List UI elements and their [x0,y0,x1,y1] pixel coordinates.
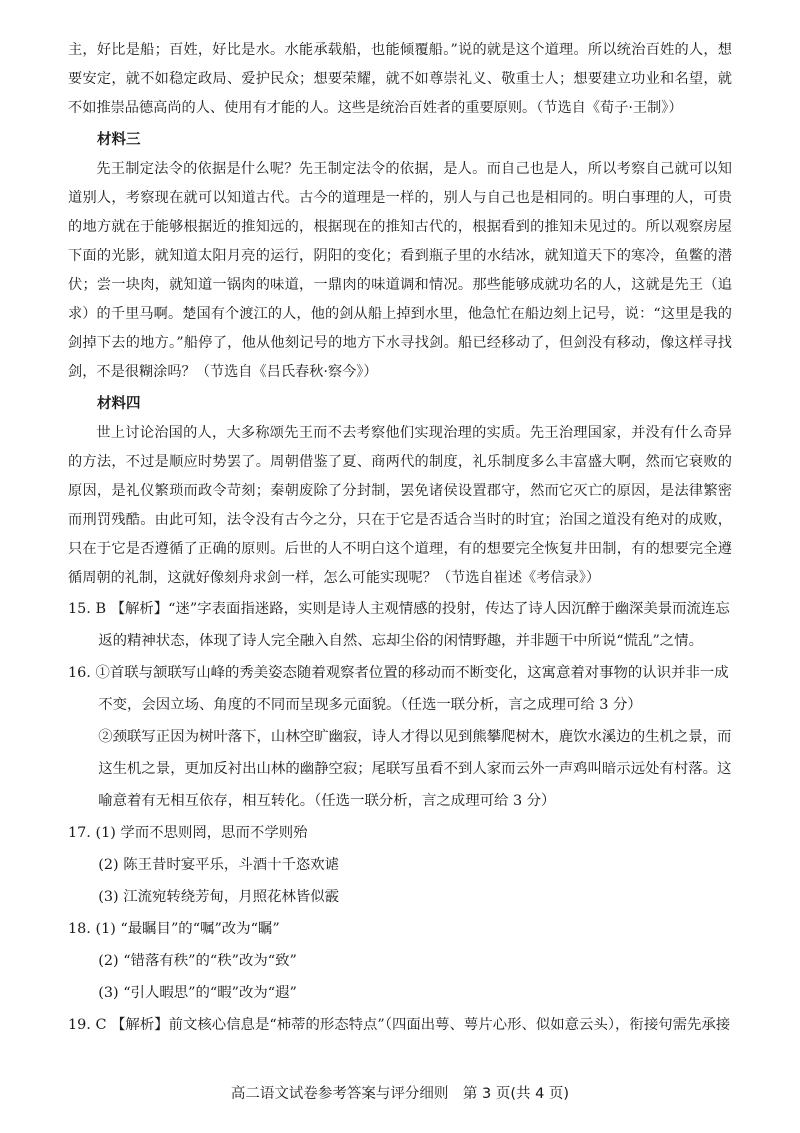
material3-paragraph: 先王制定法令的依据是什么呢？先王制定法令的依据，是人。而自己也是人，所以考察自己就可以知道别人，考察现在就可以知道古代。古今的道理是一样的，别人与自己也是相同的。明白事理的人，可贵的地方就在于能够根据近的推知远的，根据现在的推知古代的，根据看到的推知未见过的。所以观察房屋下面的光影，就知道太阳月亮的运行，阴阳的变化；看到瓶子里的水结冰，就知道天下的寒冷，鱼鳖的潜伏；尝一块肉，就知道一锅肉的味道，一鼎肉的味道调和情况。那些能够成就功名的人，这就是先王（追求）的千里马啊。楚国有个渡江的人，他的剑从船上掉到水里，他急忙在船边刻上记号，说：“这里是我的剑掉下去的地方。”船停了，他从他刻记号的地方下水寻找剑。船已经移动了，但剑没有移动，像这样寻找剑，不是很糊涂吗？（节选自《吕氏春秋·察今》） [68,161,732,380]
answer-q17-line3: (3) 江流宛转绕芳甸，月照花林皆似霰 [98,889,340,905]
answer-q16-part2: ②颈联写正因为树叶落下，山林空旷幽寂，诗人才得以见到熊攀爬树木，鹿饮水溪边的生机之景，而这生机之景，更加反衬出山林的幽静空寂；尾联写虽看不到人家而云外一声鸡叫暗示远处有村落。这喻意着有无相互依存，相互转化。（任选一联分析，言之成理可给 3 分） [98,729,732,809]
answer-q17-line2: (2) 陈王昔时宴平乐，斗酒十千恣欢谑 [98,857,340,873]
material3-heading: 材料三 [97,132,141,148]
answer-q17-line1: 17. (1) 学而不思则罔，思而不学则殆 [68,825,308,841]
material2-paragraph: 主，好比是船；百姓，好比是水。水能承载船，也能倾覆船。”说的就是这个道理。所以统治百姓的人，想要安定，就不如稳定政局、爱护民众；想要荣耀，就不如尊崇礼义、敬重士人；想要建立功业和名望，就不如推崇品德高尚的人、使用有才能的人。这些是统治百姓者的重要原则。（节选自《荀子·王制》） [68,42,732,116]
answer-q19: 19. C 【解析】前文核心信息是“柿蒂的形态特点”（四面出萼、萼片心形、似如意云头），衔接句需先承接 [68,1017,731,1033]
answer-q18-line2: (2) “错落有秩”的“秩”改为“致” [98,953,297,969]
document-body [68,36,732,1041]
answer-q18-line3: (3) “引人暇思”的“暇”改为“遐” [98,985,297,1001]
material4-paragraph: 世上讨论治国的人，大多称颂先王而不去考察他们实现治理的实质。先王治理国家，并没有什么奇异的方法，不过是顺应时势罢了。周朝借鉴了夏、商两代的制度，礼乐制度多么丰富盛大啊，然而它衰败的原因，是礼仪繁琐而政令苛刻；秦朝废除了分封制，罢免诸侯设置郡守，然而它灭亡的原因，是法律繁密而刑罚残酷。由此可知，法令没有古今之分，只在于它是否适合当时的时宜；治国之道没有绝对的成败，只在于它是否遵循了正确的原则。后世的人不明白这个道理，有的想要完全恢复井田制，有的想要完全遵循周朝的礼制，这就好像刻舟求剑一样，怎么可能实现呢？（节选自崔述《考信录》） [68,425,732,586]
page-footer: 高二语文试卷参考答案与评分细则 第 3 页(共 4 页) [230,1086,570,1102]
answer-q18-line1: 18. (1) “最瞩目”的“嘱”改为“瞩” [68,921,280,937]
answer-q16-part1: 16. ①首联与颔联写山峰的秀美姿态随着观察者位置的移动而不断变化，这寓意着对事物的认识并非一成不变，会因立场、角度的不同而呈现多元面貌。（任选一联分析，言之成理可给 3 分） [68,665,729,713]
answer-q15: 15. B 【解析】“迷”字表面指迷路，实则是诗人主观情感的投射，传达了诗人因沉醉于幽深美景而流连忘返的精神状态，体现了诗人完全融入自然、忘却尘俗的闲情野趣，并非题干中所说“慌乱”之情。 [68,601,730,649]
material4-heading: 材料四 [97,396,141,412]
